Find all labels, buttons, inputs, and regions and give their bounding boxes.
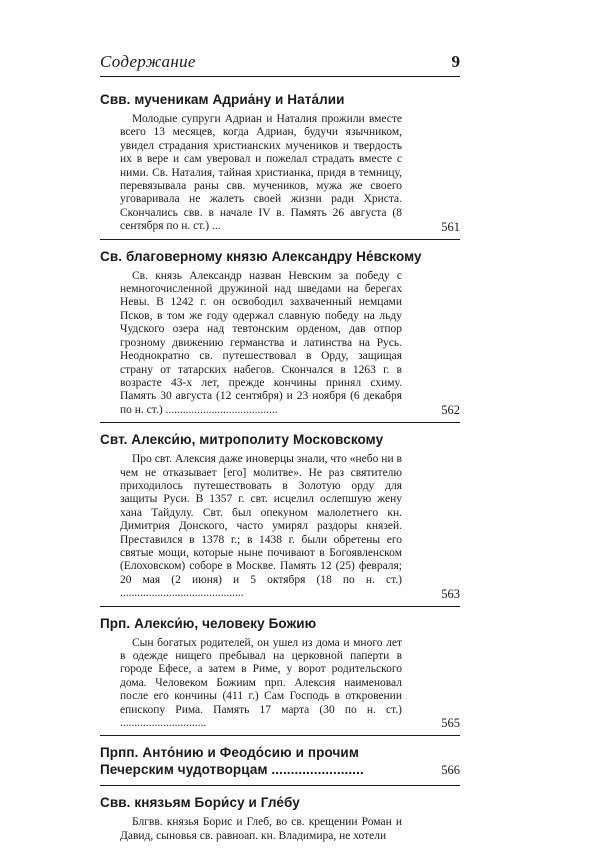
toc-entry-alexander-nevsky bbox=[100, 248, 460, 423]
entry-page-number[interactable]: 563 bbox=[441, 586, 460, 601]
toc-entry-anthony-theodosius bbox=[100, 744, 460, 786]
toc-entry-boris-gleb bbox=[100, 794, 460, 848]
entry-text: Про свт. Алексия даже иноверцы знали, что «небо ни в чем не отказывает [его] молитве». Не раз святителю приходилось путешествовать в Золотую орду для защиты Руси. В 1357 г. свт. исцелил ослепшую жену хана Тайдулу. Свт. был опекуном малолетнего кн. Димитрия Донского, часто умирял раздоры князей. Преставился в 1378 г.; в 1438 г. были обретены его святые мощи, которые ныне почивают в Богоявленском (Елоховском) соборе в Москве. Память 12 (25) февраля; 20 мая (2 июня) и 5 октября (18 по н. ст.) ........................................... bbox=[120, 453, 402, 600]
entry-text: Блгвв. князья Борис и Глеб, во св. крещении Роман и Давид, сыновья св. равноап. кн. Владимира, не хотели bbox=[120, 816, 402, 842]
contents-page bbox=[100, 52, 460, 856]
entry-page-number[interactable]: 566 bbox=[441, 763, 460, 778]
entry-page-number[interactable]: 565 bbox=[441, 716, 460, 731]
entry-title: Свв. мученикам Адриа́ну и Ната́лии bbox=[100, 92, 345, 107]
entry-page-number[interactable]: 561 bbox=[441, 219, 460, 234]
page-number: 9 bbox=[451, 52, 460, 71]
toc-entry-alexis-man-of-god bbox=[100, 615, 460, 737]
entry-title: Св. благоверному князю Александру Не́вскому bbox=[100, 248, 422, 264]
entry-text: Св. князь Александр назван Невским за победу с немногочисленной дружиной над шведами на берегах Невы. В 1242 г. он освободил захваченный немцами Псков, в том же году одержал славную победу на льду Чудского озера над тевтонским орденом, дав отпор грозному движению германства и латинства на Русь. Неоднократно св. путешествовал в Орду, защищая страну от татарских набегов. Скончался в 1263 г. в возрасте 43-х лет, прежде кончины принял схиму. Память 30 августа (12 сентября) и 23 ноября (6 декабря по н. ст.) ....................................... bbox=[120, 269, 402, 416]
entry-title: Прпп. Анто́нию и Феодо́сию и прочим Печерским чудотворцам ........................ bbox=[100, 745, 364, 778]
entry-text: Сын богатых родителей, он ушел из дома и много лет в одежде нищего пребывал на церковной паперти в городе Ефесе, а затем в Риме, у ворот родительского дома. Человеком Божиим прп. Алексия наименовал после его кончины (411 г.) Сам Господь в откровении епископу Рима. Память 17 марта (30 по н. ст.) .............................. bbox=[120, 636, 402, 730]
entry-title: Прп. Алекси́ю, человеку Божию bbox=[100, 615, 317, 631]
entry-text: Молодые супруги Адриан и Наталия прожили вместе всего 13 месяцев, когда Адриан, будучи язычником, увидел страдания христианских мучеников и твердость их в вере и сам уверовал и пожелал страдать вместе с ними. Св. Наталия, тайная христианка, придя в темницу, перевязывала раны свв. мучеников, мужа же своего уговаривала не жалеть своей жизни ради Христа. Скончались свв. в начале IV в. Память 26 августа (8 сентября по н. ст.) ... bbox=[120, 113, 402, 233]
running-head bbox=[100, 52, 460, 77]
running-title: Содержание bbox=[100, 52, 196, 71]
toc-entry-adrian-natalia bbox=[100, 91, 460, 240]
entry-title: Свв. князьям Бори́су и Гле́бу bbox=[100, 795, 300, 811]
toc-entry-alexis-metropolitan bbox=[100, 431, 460, 606]
entry-page-number[interactable]: 562 bbox=[441, 403, 460, 418]
entry-title: Свт. Алекси́ю, митрополиту Московскому bbox=[100, 432, 384, 448]
